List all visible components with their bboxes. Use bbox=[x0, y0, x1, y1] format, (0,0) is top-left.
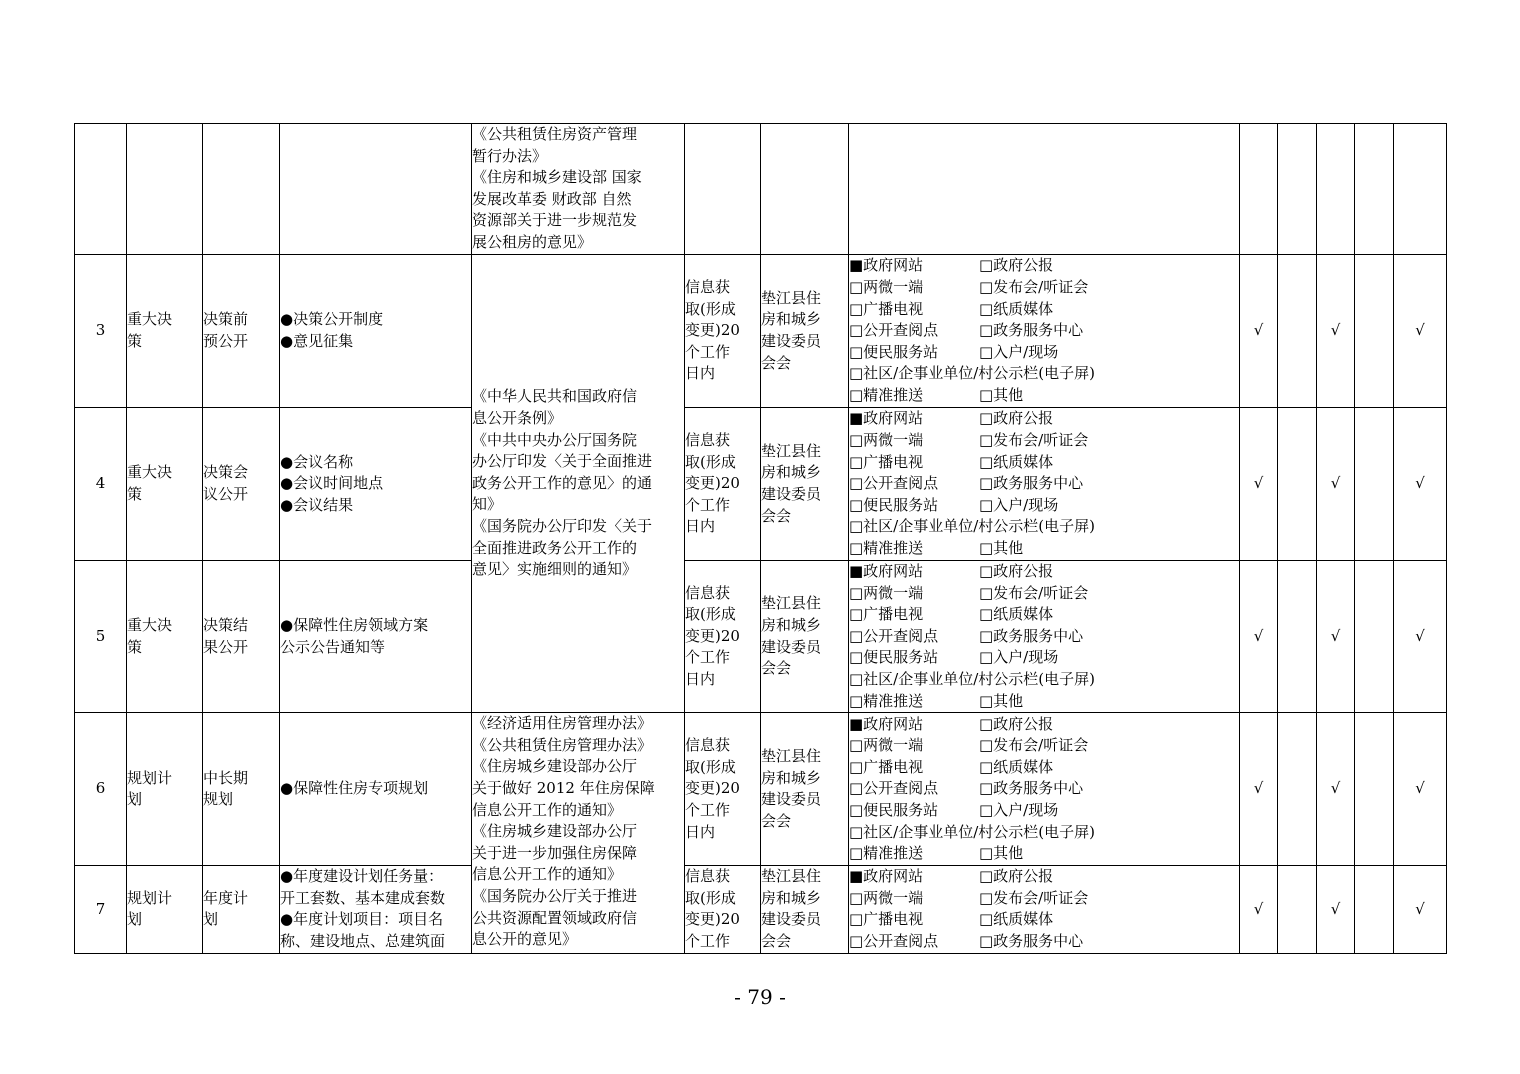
subcategory-line: 果公开 bbox=[203, 637, 249, 656]
basis-line: 《中共中央办公厅国务院 bbox=[472, 430, 638, 449]
time-line: 信息获 bbox=[685, 867, 731, 886]
page-number: - 79 - bbox=[734, 985, 786, 1009]
channel-option bbox=[979, 669, 1239, 691]
channel-option: □社区/企事业单位/村公示栏(电子屏) bbox=[849, 517, 1095, 536]
time-limit-cell bbox=[685, 561, 761, 713]
subcategory-cell bbox=[203, 561, 280, 713]
empty-cell bbox=[1240, 124, 1278, 255]
channel-row bbox=[849, 385, 1239, 407]
channel-option: ■政府网站 bbox=[849, 714, 924, 733]
channel-option: □公开查阅点 bbox=[849, 321, 939, 340]
basis-line: 信息公开工作的通知》 bbox=[472, 800, 623, 819]
check-cell: √ bbox=[1240, 408, 1278, 561]
subcategory-line: 决策前 bbox=[203, 310, 249, 329]
basis-line: 意见〉实施细则的通知》 bbox=[472, 560, 638, 579]
channel-option: □精准推送 bbox=[849, 385, 924, 404]
content-line: 称、建设地点、总建筑面 bbox=[280, 931, 446, 950]
time-line: 变更)20 bbox=[685, 626, 740, 645]
channel-row bbox=[849, 408, 1239, 430]
content-line: ●意见征集 bbox=[280, 332, 354, 350]
channel-option: □政府公报 bbox=[979, 562, 1054, 580]
channel-row bbox=[849, 561, 1239, 583]
channel-option: □政务服务中心 bbox=[979, 931, 1084, 950]
check-cell bbox=[1278, 866, 1317, 953]
channel-row bbox=[849, 626, 1239, 648]
basis-line: 《住房城乡建设部办公厅 bbox=[472, 822, 638, 841]
channel-row bbox=[849, 320, 1239, 342]
basis-line: 《公共租赁住房资产管理 bbox=[472, 125, 638, 143]
channel-option: □广播电视 bbox=[849, 299, 924, 318]
channel-row bbox=[849, 931, 1239, 953]
category-cell bbox=[127, 255, 203, 408]
time-line: 取(形成 bbox=[685, 757, 736, 776]
basis-line: 暂行办法》 bbox=[472, 146, 548, 165]
seq-cell: 6 bbox=[75, 713, 127, 866]
channel-option: □政府公报 bbox=[979, 714, 1054, 733]
channel-option: □广播电视 bbox=[849, 605, 924, 624]
check-cell: √ bbox=[1240, 866, 1278, 953]
channel-option: □入户/现场 bbox=[979, 495, 1059, 514]
channel-row bbox=[849, 735, 1239, 757]
empty-cell bbox=[761, 124, 849, 255]
channel-option: □公开查阅点 bbox=[849, 626, 939, 645]
check-cell: √ bbox=[1394, 561, 1447, 713]
channel-option: □政府公报 bbox=[979, 256, 1054, 275]
basis-line: 展公租房的意见》 bbox=[472, 232, 593, 251]
department-line: 房和城乡 bbox=[761, 768, 822, 787]
channel-row bbox=[849, 299, 1239, 321]
channel-option: □纸质媒体 bbox=[979, 452, 1054, 471]
table-row bbox=[75, 561, 1447, 713]
channel-option: □便民服务站 bbox=[849, 800, 939, 819]
channel-row bbox=[849, 255, 1239, 277]
time-line: 取(形成 bbox=[685, 888, 736, 907]
content-line: ●会议名称 bbox=[280, 452, 354, 471]
time-line: 个工作 bbox=[685, 648, 731, 667]
time-line: 信息获 bbox=[685, 583, 731, 602]
time-line: 取(形成 bbox=[685, 452, 736, 471]
department-cell bbox=[761, 561, 849, 713]
department-line: 房和城乡 bbox=[761, 463, 822, 482]
basis-line: 全面推进政务公开工作的 bbox=[472, 538, 638, 557]
department-line: 建设委员 bbox=[761, 637, 822, 656]
department-line: 垫江县住 bbox=[761, 288, 822, 307]
time-line: 信息获 bbox=[685, 736, 731, 755]
time-line: 个工作 bbox=[685, 931, 731, 950]
basis-line: 办公厅印发〈关于全面推进 bbox=[472, 452, 653, 471]
channel-row bbox=[849, 583, 1239, 605]
check-cell: √ bbox=[1240, 561, 1278, 713]
subcategory-cell bbox=[203, 408, 280, 561]
subcategory-line: 规划 bbox=[203, 790, 234, 809]
channel-row bbox=[849, 473, 1239, 495]
content-line: ●年度计划项目：项目名 bbox=[280, 910, 444, 929]
channel-option: □纸质媒体 bbox=[979, 299, 1054, 318]
channel-row bbox=[849, 714, 1239, 736]
check-cell: √ bbox=[1394, 866, 1447, 953]
empty-cell bbox=[280, 124, 472, 255]
basis-line: 《国务院办公厅印发〈关于 bbox=[472, 516, 653, 535]
content-cell bbox=[280, 255, 472, 408]
time-limit-cell bbox=[685, 866, 761, 953]
channel-row bbox=[849, 669, 1239, 691]
channel-row bbox=[849, 342, 1239, 364]
category-line: 重大决 bbox=[127, 615, 173, 634]
category-cell bbox=[127, 408, 203, 561]
check-cell: √ bbox=[1317, 561, 1355, 713]
channel-option: □公开查阅点 bbox=[849, 779, 939, 798]
department-line: 垫江县住 bbox=[761, 594, 822, 613]
seq-cell: 5 bbox=[75, 561, 127, 713]
content-cell bbox=[280, 561, 472, 713]
department-line: 建设委员 bbox=[761, 910, 822, 929]
channel-option: □政府公报 bbox=[979, 409, 1054, 428]
category-line: 重大决 bbox=[127, 310, 173, 329]
subcategory-line: 决策会 bbox=[203, 463, 249, 482]
check-cell: √ bbox=[1317, 255, 1355, 408]
check-cell bbox=[1355, 255, 1394, 408]
category-line: 策 bbox=[127, 485, 143, 503]
channel-row bbox=[849, 452, 1239, 474]
channel-option: □便民服务站 bbox=[849, 495, 939, 514]
channel-option: ■政府网站 bbox=[849, 256, 924, 275]
channel-option: ■政府网站 bbox=[849, 409, 924, 428]
channel-row bbox=[849, 647, 1239, 669]
time-line: 取(形成 bbox=[685, 605, 736, 624]
basis-line: 信息公开工作的通知》 bbox=[472, 865, 623, 884]
channel-row bbox=[849, 757, 1239, 779]
department-cell bbox=[761, 408, 849, 561]
subcategory-cell bbox=[203, 866, 280, 953]
category-line: 规划计 bbox=[127, 768, 173, 787]
time-line: 变更)20 bbox=[685, 910, 740, 929]
channels-cell bbox=[849, 866, 1240, 953]
channel-option: □政府公报 bbox=[979, 867, 1054, 886]
basis-cell bbox=[472, 255, 685, 713]
seq-cell: 4 bbox=[75, 408, 127, 561]
time-line: 变更)20 bbox=[685, 321, 740, 340]
disclosure-table bbox=[74, 123, 1447, 954]
check-cell bbox=[1355, 561, 1394, 713]
check-cell: √ bbox=[1394, 255, 1447, 408]
channel-option bbox=[979, 363, 1239, 385]
basis-cell bbox=[472, 713, 685, 953]
channels-cell bbox=[849, 713, 1240, 866]
category-line: 策 bbox=[127, 332, 143, 350]
empty-cell bbox=[1394, 124, 1447, 255]
empty-cell bbox=[1317, 124, 1355, 255]
content-cell bbox=[280, 713, 472, 866]
channel-option: □精准推送 bbox=[849, 844, 924, 863]
channel-option: □纸质媒体 bbox=[979, 910, 1054, 929]
time-line: 日内 bbox=[685, 517, 716, 536]
check-cell: √ bbox=[1394, 713, 1447, 866]
basis-line: 知》 bbox=[472, 495, 503, 514]
table-row bbox=[75, 866, 1447, 953]
check-cell: √ bbox=[1317, 713, 1355, 866]
check-cell: √ bbox=[1240, 255, 1278, 408]
content-line: ●保障性住房专项规划 bbox=[280, 779, 429, 798]
channel-option: □其他 bbox=[979, 385, 1024, 404]
department-line: 建设委员 bbox=[761, 332, 822, 350]
channel-option: □政务服务中心 bbox=[979, 779, 1084, 798]
channel-option: □精准推送 bbox=[849, 538, 924, 557]
subcategory-line: 年度计 bbox=[203, 888, 249, 907]
department-line: 建设委员 bbox=[761, 485, 822, 503]
channel-option: □便民服务站 bbox=[849, 342, 939, 361]
subcategory-cell bbox=[203, 713, 280, 866]
channel-option: □公开查阅点 bbox=[849, 474, 939, 493]
basis-line: 《公共租赁住房管理办法》 bbox=[472, 735, 653, 754]
basis-cell bbox=[472, 124, 685, 255]
channel-option: □发布会/听证会 bbox=[979, 888, 1089, 907]
content-line: ●决策公开制度 bbox=[280, 310, 384, 329]
department-line: 会会 bbox=[761, 659, 792, 678]
department-line: 房和城乡 bbox=[761, 888, 822, 907]
channel-option: □入户/现场 bbox=[979, 342, 1059, 361]
basis-line: 《中华人民共和国政府信 bbox=[472, 387, 638, 406]
department-line: 房和城乡 bbox=[761, 615, 822, 634]
basis-line: 政务公开工作的意见〉的通 bbox=[472, 473, 653, 492]
channel-row bbox=[849, 866, 1239, 888]
time-line: 个工作 bbox=[685, 495, 731, 514]
time-line: 个工作 bbox=[685, 800, 731, 819]
channel-option: □广播电视 bbox=[849, 452, 924, 471]
channel-option: □两微一端 bbox=[849, 431, 924, 450]
channel-option: □两微一端 bbox=[849, 888, 924, 907]
channel-option bbox=[979, 516, 1239, 538]
channel-option: □纸质媒体 bbox=[979, 757, 1054, 776]
category-line: 规划计 bbox=[127, 888, 173, 907]
category-line: 划 bbox=[127, 910, 143, 929]
channel-row bbox=[849, 277, 1239, 299]
time-limit-cell bbox=[685, 713, 761, 866]
basis-line: 资源部关于进一步规范发 bbox=[472, 211, 638, 230]
channel-option: □精准推送 bbox=[849, 691, 924, 710]
channel-row bbox=[849, 363, 1239, 385]
time-limit-cell bbox=[685, 255, 761, 408]
channel-option: □发布会/听证会 bbox=[979, 431, 1089, 450]
department-line: 会会 bbox=[761, 506, 792, 525]
department-line: 垫江县住 bbox=[761, 746, 822, 765]
check-cell: √ bbox=[1317, 866, 1355, 953]
department-cell bbox=[761, 255, 849, 408]
department-line: 垫江县住 bbox=[761, 867, 822, 886]
channels-cell bbox=[849, 255, 1240, 408]
table-row bbox=[75, 408, 1447, 561]
category-line: 划 bbox=[127, 790, 143, 809]
channel-option: ■政府网站 bbox=[849, 562, 924, 580]
category-line: 策 bbox=[127, 637, 143, 656]
seq-cell: 3 bbox=[75, 255, 127, 408]
check-cell: √ bbox=[1240, 713, 1278, 866]
check-cell bbox=[1278, 408, 1317, 561]
time-line: 变更)20 bbox=[685, 779, 740, 798]
channel-row bbox=[849, 800, 1239, 822]
check-cell bbox=[1278, 255, 1317, 408]
empty-cell bbox=[75, 124, 127, 255]
channel-option: □其他 bbox=[979, 691, 1024, 710]
empty-cell bbox=[849, 124, 1240, 255]
category-cell bbox=[127, 561, 203, 713]
channel-row bbox=[849, 516, 1239, 538]
category-cell bbox=[127, 713, 203, 866]
check-cell bbox=[1355, 713, 1394, 866]
subcategory-line: 划 bbox=[203, 910, 219, 929]
check-cell bbox=[1355, 866, 1394, 953]
channel-option: □入户/现场 bbox=[979, 648, 1059, 667]
content-line: ●会议时间地点 bbox=[280, 474, 384, 493]
channel-option: □两微一端 bbox=[849, 278, 924, 297]
content-line: 开工套数、基本建成套数 bbox=[280, 888, 446, 907]
check-cell bbox=[1278, 713, 1317, 866]
channel-row bbox=[849, 843, 1239, 865]
department-cell bbox=[761, 713, 849, 866]
time-line: 日内 bbox=[685, 822, 716, 841]
channel-row bbox=[849, 888, 1239, 910]
channel-option: □两微一端 bbox=[849, 583, 924, 602]
time-limit-cell bbox=[685, 408, 761, 561]
department-line: 房和城乡 bbox=[761, 310, 822, 329]
channel-option: □发布会/听证会 bbox=[979, 736, 1089, 755]
channel-option: □广播电视 bbox=[849, 757, 924, 776]
channel-row bbox=[849, 822, 1239, 844]
channel-option: ■政府网站 bbox=[849, 867, 924, 886]
channel-row bbox=[849, 691, 1239, 713]
table-row bbox=[75, 124, 1447, 255]
channel-option: □其他 bbox=[979, 538, 1024, 557]
channel-option: □政务服务中心 bbox=[979, 321, 1084, 340]
channels-cell bbox=[849, 561, 1240, 713]
channel-option: □政务服务中心 bbox=[979, 626, 1084, 645]
department-line: 会会 bbox=[761, 811, 792, 830]
time-line: 个工作 bbox=[685, 342, 731, 361]
content-cell bbox=[280, 866, 472, 953]
empty-cell bbox=[203, 124, 280, 255]
content-cell bbox=[280, 408, 472, 561]
basis-line: 发展改革委 财政部 自然 bbox=[472, 189, 632, 208]
channel-option: □其他 bbox=[979, 844, 1024, 863]
channel-option bbox=[979, 822, 1239, 844]
channel-row bbox=[849, 604, 1239, 626]
subcategory-line: 决策结 bbox=[203, 615, 249, 634]
time-line: 取(形成 bbox=[685, 299, 736, 318]
table-row bbox=[75, 255, 1447, 408]
check-cell bbox=[1278, 561, 1317, 713]
channel-option: □发布会/听证会 bbox=[979, 583, 1089, 602]
empty-cell bbox=[685, 124, 761, 255]
basis-line: 《经济适用住房管理办法》 bbox=[472, 714, 653, 733]
basis-line: 公共资源配置领域政府信 bbox=[472, 908, 638, 927]
channel-option: □公开查阅点 bbox=[849, 931, 939, 950]
channel-option: □入户/现场 bbox=[979, 800, 1059, 819]
department-line: 会会 bbox=[761, 931, 792, 950]
basis-line: 息公开条例》 bbox=[472, 409, 563, 427]
channel-option: □发布会/听证会 bbox=[979, 278, 1089, 297]
channel-option: □广播电视 bbox=[849, 910, 924, 929]
channel-option: □两微一端 bbox=[849, 736, 924, 755]
subcategory-cell bbox=[203, 255, 280, 408]
basis-line: 关于做好 2012 年住房保障 bbox=[472, 778, 655, 797]
seq-cell: 7 bbox=[75, 866, 127, 953]
basis-line: 《住房城乡建设部办公厅 bbox=[472, 757, 638, 776]
channel-row bbox=[849, 538, 1239, 560]
channel-row bbox=[849, 495, 1239, 517]
content-line: ●年度建设计划任务量： bbox=[280, 867, 444, 886]
subcategory-line: 议公开 bbox=[203, 485, 249, 503]
basis-line: 《住房和城乡建设部 国家 bbox=[472, 168, 642, 187]
channel-row bbox=[849, 778, 1239, 800]
basis-line: 息公开的意见》 bbox=[472, 930, 578, 949]
category-line: 重大决 bbox=[127, 463, 173, 482]
channel-option: □政务服务中心 bbox=[979, 474, 1084, 493]
subcategory-line: 预公开 bbox=[203, 332, 249, 350]
department-line: 会会 bbox=[761, 353, 792, 372]
empty-cell bbox=[127, 124, 203, 255]
department-cell bbox=[761, 866, 849, 953]
channel-option: □社区/企事业单位/村公示栏(电子屏) bbox=[849, 822, 1095, 841]
check-cell: √ bbox=[1394, 408, 1447, 561]
check-cell bbox=[1355, 408, 1394, 561]
channel-option: □社区/企事业单位/村公示栏(电子屏) bbox=[849, 364, 1095, 383]
channel-option: □纸质媒体 bbox=[979, 605, 1054, 624]
time-line: 信息获 bbox=[685, 278, 731, 297]
channels-cell bbox=[849, 408, 1240, 561]
content-line: ●会议结果 bbox=[280, 495, 354, 514]
empty-cell bbox=[1278, 124, 1317, 255]
channel-option: □社区/企事业单位/村公示栏(电子屏) bbox=[849, 669, 1095, 688]
table-row bbox=[75, 713, 1447, 866]
department-line: 建设委员 bbox=[761, 790, 822, 809]
time-line: 日内 bbox=[685, 669, 716, 688]
channel-row bbox=[849, 909, 1239, 931]
empty-cell bbox=[1355, 124, 1394, 255]
content-line: 公示公告通知等 bbox=[280, 637, 386, 656]
channel-option: □便民服务站 bbox=[849, 648, 939, 667]
check-cell: √ bbox=[1317, 408, 1355, 561]
basis-line: 《国务院办公厅关于推进 bbox=[472, 886, 638, 905]
basis-line: 关于进一步加强住房保障 bbox=[472, 843, 638, 862]
time-line: 日内 bbox=[685, 364, 716, 383]
channel-row bbox=[849, 430, 1239, 452]
time-line: 变更)20 bbox=[685, 474, 740, 493]
time-line: 信息获 bbox=[685, 431, 731, 450]
department-line: 垫江县住 bbox=[761, 441, 822, 460]
category-cell bbox=[127, 866, 203, 953]
subcategory-line: 中长期 bbox=[203, 768, 249, 787]
content-line: ●保障性住房领域方案 bbox=[280, 615, 429, 634]
